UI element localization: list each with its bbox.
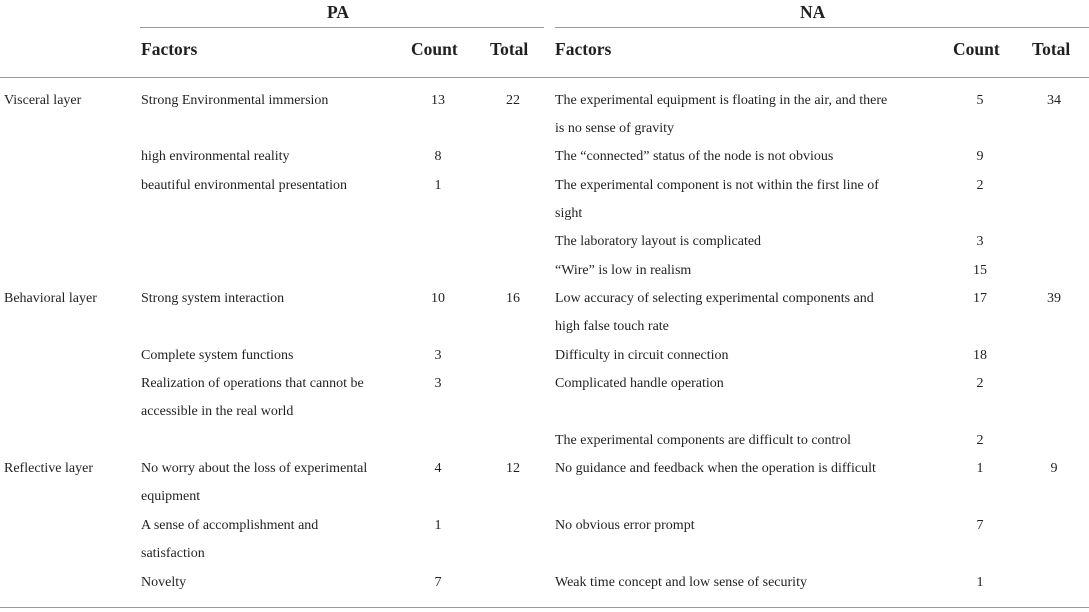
na-count: 2 (976, 376, 984, 391)
pa-count: 3 (434, 376, 442, 391)
na-total: 34 (1047, 93, 1061, 108)
header-rule (0, 77, 1089, 78)
pa-count: 3 (434, 348, 442, 363)
pa-count: 1 (434, 518, 442, 533)
na-factor: The “connected” status of the node is not obvious (555, 149, 834, 164)
na-count: 18 (973, 348, 987, 363)
na-count: 2 (976, 178, 984, 193)
layer-label-behavioral: Behavioral layer (4, 291, 97, 306)
pa-factor: Complete system functions (141, 348, 294, 363)
pa-total: 12 (506, 461, 520, 476)
na-count: 2 (976, 433, 984, 448)
pa-count-header: Count (411, 39, 458, 59)
pa-factor: high environmental reality (141, 149, 290, 164)
pa-count: 4 (434, 461, 442, 476)
pa-total-header: Total (490, 39, 529, 59)
layer-label-reflective: Reflective layer (4, 461, 94, 476)
na-count-header: Count (953, 39, 1000, 59)
pa-factor: A sense of accomplishment and (141, 518, 319, 533)
na-count: 7 (976, 518, 984, 533)
na-factor: No obvious error prompt (555, 518, 695, 533)
na-total: 9 (1050, 461, 1058, 476)
na-factor: The experimental component is not within the first line of (555, 178, 879, 193)
na-count: 17 (973, 291, 987, 306)
pa-group-header: PA (327, 2, 350, 22)
pa-count: 13 (431, 93, 445, 108)
na-factor: Complicated handle operation (555, 376, 724, 391)
na-group-header: NA (800, 2, 826, 22)
bottom-rule (0, 607, 1089, 608)
na-factor: The experimental components are difficult to control (555, 433, 851, 448)
pa-factor: beautiful environmental presentation (141, 178, 348, 193)
na-factor-cont: is no sense of gravity (555, 121, 674, 136)
pa-factor: Realization of operations that cannot be (141, 376, 364, 391)
na-total-header: Total (1032, 39, 1071, 59)
pa-factor-cont: accessible in the real world (141, 404, 294, 419)
pa-factors-header: Factors (141, 39, 198, 59)
pa-factor-cont: equipment (141, 489, 201, 504)
na-factor: Difficulty in circuit connection (555, 348, 729, 363)
pa-factor: Strong system interaction (141, 291, 285, 306)
na-factor: The experimental equipment is floating in the air, and there (555, 93, 888, 108)
na-count: 15 (973, 263, 987, 278)
pa-factor: Strong Environmental immersion (141, 93, 329, 108)
pa-count: 1 (434, 178, 442, 193)
layer-label-visceral: Visceral layer (4, 93, 82, 108)
na-factor: No guidance and feedback when the operation is difficult (555, 461, 876, 476)
na-count: 1 (976, 461, 984, 476)
pa-total: 22 (506, 93, 520, 108)
na-group-underline (555, 27, 1089, 28)
pa-count: 10 (431, 291, 445, 306)
na-factor-cont: high false touch rate (555, 319, 669, 334)
na-factor-cont: sight (555, 206, 583, 221)
na-factor: Low accuracy of selecting experimental components and (555, 291, 874, 306)
na-factor: “Wire” is low in realism (555, 263, 692, 278)
pa-count: 7 (434, 575, 442, 590)
pa-total: 16 (506, 291, 520, 306)
na-count: 1 (976, 575, 984, 590)
pa-factor: Novelty (141, 575, 187, 590)
na-total: 39 (1047, 291, 1061, 306)
pa-factor-cont: satisfaction (141, 546, 205, 561)
na-count: 3 (976, 234, 984, 249)
na-count: 9 (976, 149, 984, 164)
na-factors-header: Factors (555, 39, 612, 59)
pa-factor: No worry about the loss of experimental (141, 461, 368, 476)
na-count: 5 (976, 93, 984, 108)
na-factor: The laboratory layout is complicated (555, 234, 762, 249)
pa-group-underline (140, 27, 544, 28)
pa-count: 8 (434, 149, 442, 164)
na-factor: Weak time concept and low sense of security (555, 575, 807, 590)
